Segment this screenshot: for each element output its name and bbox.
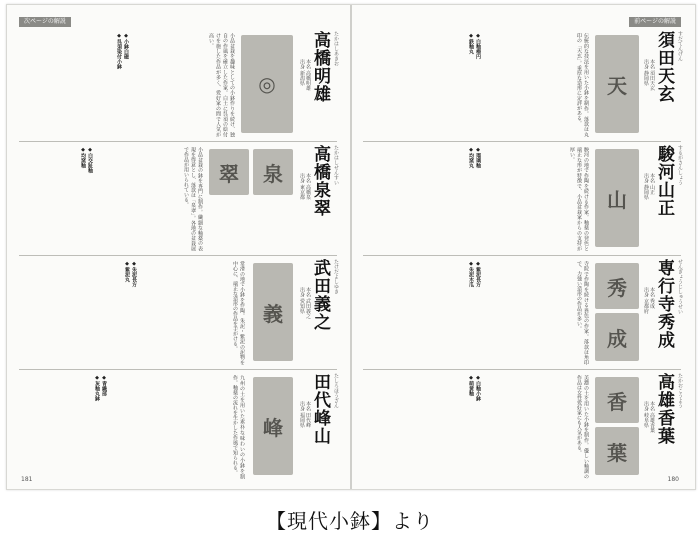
artist-meta: 本名 山正 出身 静岡県 [643,173,655,200]
artist-description: 九州の土を用いた素朴な味わいの小鉢を制作。釉薬の流れを生かした作風で知られる。 [232,375,245,479]
seal-mark-icon: 山 [607,187,627,212]
artist-description: 寺院で作陶を続ける異色の作家。落款は角印で、力強い造形の作品が多い。 [576,261,589,365]
seal-mark-icon: 天 [607,73,627,98]
artist-entry [363,143,681,256]
artist-name: 高雄香葉 [654,373,674,445]
artist-works: ◆朱泥長方 ◆紫泥丸 [124,261,137,287]
artist-reading: たかはしせんすい [333,145,339,185]
right-page [353,5,693,489]
artist-name: 須田天玄 [654,31,674,103]
artist-meta: 本名 秀成 出身 京都府 [643,287,655,314]
artist-entry [19,29,337,142]
artist-description: 小品盆栽を趣味としての小鉢作りを続け、独自の作風を確立した作家。白土に呉須の絵付けを施した作品が多く、愛好家の間で人気が高い。 [208,33,235,137]
artist-works: ◆白釉小鉢 ◆萌黄釉 [468,375,481,401]
seal-photo [595,377,639,423]
page-number: 181 [21,476,33,483]
artist-works: ◆小鉢白磁 ◆呉須染付小鉢 [116,33,129,69]
seal-photo [253,149,293,195]
artist-name: 高橋泉翠 [310,145,330,217]
seal-mark-icon: 泉 [263,161,283,186]
artist-entry [363,257,681,370]
artist-entry [19,143,337,256]
left-page [7,5,347,489]
right-page-tab: 前ページの解説 [629,17,681,27]
artist-works: ◆白交趾釉 ◆均窯釉 [80,147,93,173]
seal-photo [253,377,293,475]
artist-meta: 本名 高橋明雄 出身 新潟県 [299,59,311,91]
artist-name: 駿河山正 [654,145,674,217]
seal-mark-icon: 義 [263,301,283,326]
artist-meta: 本名 須田天玄 出身 静岡県 [643,59,655,91]
seal-photo [241,35,293,133]
artist-works: ◆白釉楕円 ◆鉄釉丸 [468,33,481,59]
artist-works: ◆紫泥長方 ◆朱泥木瓜 [468,261,481,287]
seal-mark-icon: ◎ [258,72,276,96]
artist-reading: たしろほうざん [333,373,339,408]
artist-works: ◆瑠璃釉 ◆均窯丸 [468,147,481,168]
seal-mark-icon: 香 [607,389,627,414]
artist-description: 伝統的な技法を用いた小鉢を制作。落款は丸印の「天玄」。重厚な造形に定評がある。 [576,33,589,137]
artist-name: 高橋明雄 [310,31,330,103]
artist-entry [363,371,681,483]
artist-reading: するがさんしょう [677,145,683,185]
artist-reading: たかはしあきお [333,31,339,66]
artist-entry [19,257,337,370]
artist-reading: すだてんげん [677,31,683,61]
artist-meta: 本名 田代峰 出身 福岡県 [299,401,311,428]
artist-description: 美濃の土を用いた小鉢を制作。優しい釉調の作品は女性愛好家にも人気がある。 [576,375,589,479]
artist-meta: 本名 高雄香葉 出身 岐阜県 [643,401,655,433]
seal-mark-icon: 秀 [607,275,627,300]
book-spread [6,4,696,490]
artist-entry [363,29,681,142]
caption: 【現代小鉢】より [266,509,434,533]
artist-reading: せんぎょうじしゅうせい [677,259,683,314]
artist-entry [19,371,337,483]
seal-photo [253,263,293,361]
book-gutter [350,5,352,489]
seal-photo [595,149,639,247]
artist-name: 専行寺秀成 [654,259,674,349]
artist-description: 小品盆栽の鉢を専門に制作。繊細な釉薬の表現を得意とし、落款は「泉翠」。各地の盆栽展で作品が用いられている。 [183,147,203,251]
seal-photo [595,427,639,475]
artist-reading: たかおこうよう [677,373,683,408]
seal-mark-icon: 葉 [607,440,627,465]
seal-photo [595,35,639,133]
artist-meta: 本名 高橋泉 出身 東京都 [299,173,311,200]
left-page-tab: 次ページの解説 [19,17,71,27]
artist-name: 武田義之 [310,259,330,331]
seal-photo [595,313,639,361]
artist-reading: たけだよしゆき [333,259,339,294]
seal-mark-icon: 翠 [219,161,239,186]
artist-description: 駿河の地で作陶を続ける作家。釉薬の発色と端正な形が特徴で、小品盆栽家からの支持が厚い。 [569,147,589,251]
seal-mark-icon: 峰 [263,415,283,440]
artist-description: 常滑の地で小鉢を作陶。朱泥・紫泥の泥物を中心に、端正な造形の作品を手がける。 [232,261,245,365]
seal-mark-icon: 成 [607,326,627,351]
artist-name: 田代峰山 [310,373,330,445]
seal-photo [595,263,639,309]
artist-meta: 本名 武田義之 出身 愛知県 [299,287,311,319]
artist-works: ◆青織部 ◆灰釉丸鉢 [94,375,107,401]
seal-photo [209,149,249,195]
page-number: 180 [667,476,679,483]
